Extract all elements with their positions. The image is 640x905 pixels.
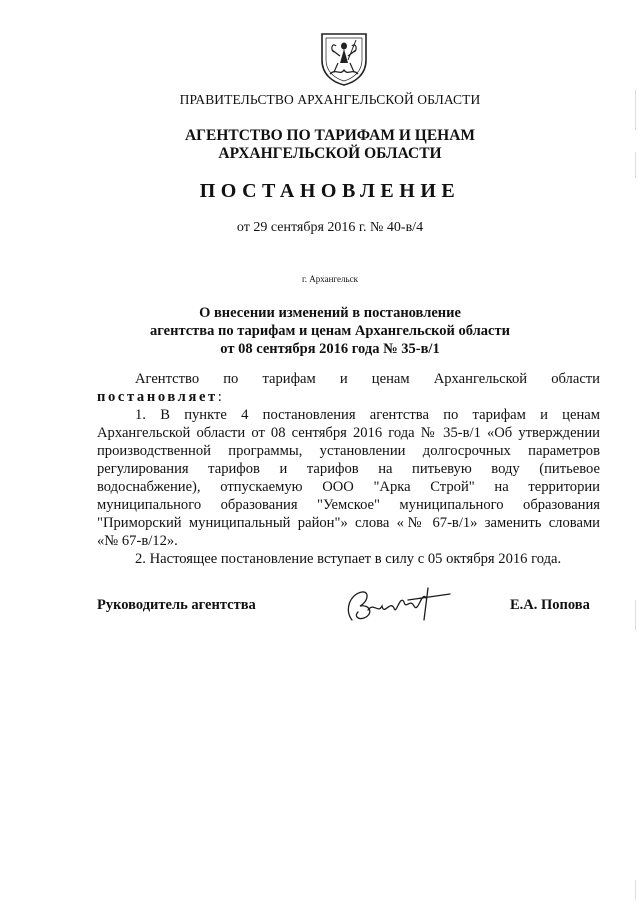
intro-word: ценам [371, 371, 410, 387]
coat-of-arms-emblem [318, 30, 370, 86]
intro-word: по [223, 371, 239, 387]
intro-line [97, 370, 600, 388]
paragraph1-line3: производственной программы, установлении долгосрочных параметров [97, 443, 600, 459]
resolves-colon: : [217, 389, 222, 405]
paragraph1-line4: регулирования тарифов и тарифов на питьевую воду (питьевое [97, 461, 600, 477]
subject-line3: от 08 сентября 2016 года № 35-в/1 [220, 341, 440, 357]
scan-edge-mark [635, 880, 636, 900]
signatory-position: Руководитель агентства [97, 597, 256, 613]
document-body [97, 370, 600, 568]
resolves-line [97, 388, 600, 406]
intro-word: Агентство [135, 371, 200, 387]
paragraph1-line6: муниципального образования "Уемское" муниципального образования [97, 497, 600, 513]
subject-line1: О внесении изменений в постановление [199, 305, 461, 321]
subject-line2: агентства по тарифам и ценам Архангельской области [150, 323, 510, 339]
paragraph1-line1: 1. В пункте 4 постановления агентства по тарифам и ценам [135, 407, 600, 423]
agency-name-line1: АГЕНТСТВО ПО ТАРИФАМ И ЦЕНАМ [184, 127, 476, 144]
government-name: ПРАВИТЕЛЬСТВО АРХАНГЕЛЬСКОЙ ОБЛАСТИ [179, 92, 481, 107]
agency-name [80, 127, 580, 163]
intro-word: области [551, 371, 600, 387]
scan-edge-mark [635, 90, 636, 130]
paragraph1-line8: «№ 67-в/12». [97, 533, 178, 549]
resolves-word: постановляет [97, 389, 218, 405]
paragraph2: 2. Настоящее постановление вступает в силу с 05 октября 2016 года. [135, 551, 562, 567]
scan-edge-mark [635, 152, 636, 178]
paragraph1-line5: водоснабжение), отпускаемую ООО "Арка Строй" на территории [97, 479, 600, 495]
intro-word: тарифам [262, 371, 316, 387]
document-type: ПОСТАНОВЛЕНИЕ [199, 180, 461, 202]
document-city: г. Архангельск [302, 274, 358, 284]
scan-edge-mark [635, 600, 636, 630]
intro-word: Архангельской [433, 371, 528, 387]
agency-name-line2: АРХАНГЕЛЬСКОЙ ОБЛАСТИ [218, 145, 442, 162]
paragraph1-line7: "Приморский муниципальный район"» слова «№ 67-в/1» заменить словами [97, 515, 600, 531]
document-subject [80, 304, 580, 358]
signatory-name: Е.А. Попова [510, 597, 590, 613]
document-date-number: от 29 сентября 2016 г. № 40-в/4 [236, 220, 424, 235]
paragraph1-line2: Архангельской области от 08 сентября 2016 года № 35-в/1 «Об утверждении [97, 425, 600, 441]
intro-word: и [339, 371, 348, 387]
handwritten-signature [338, 580, 458, 632]
